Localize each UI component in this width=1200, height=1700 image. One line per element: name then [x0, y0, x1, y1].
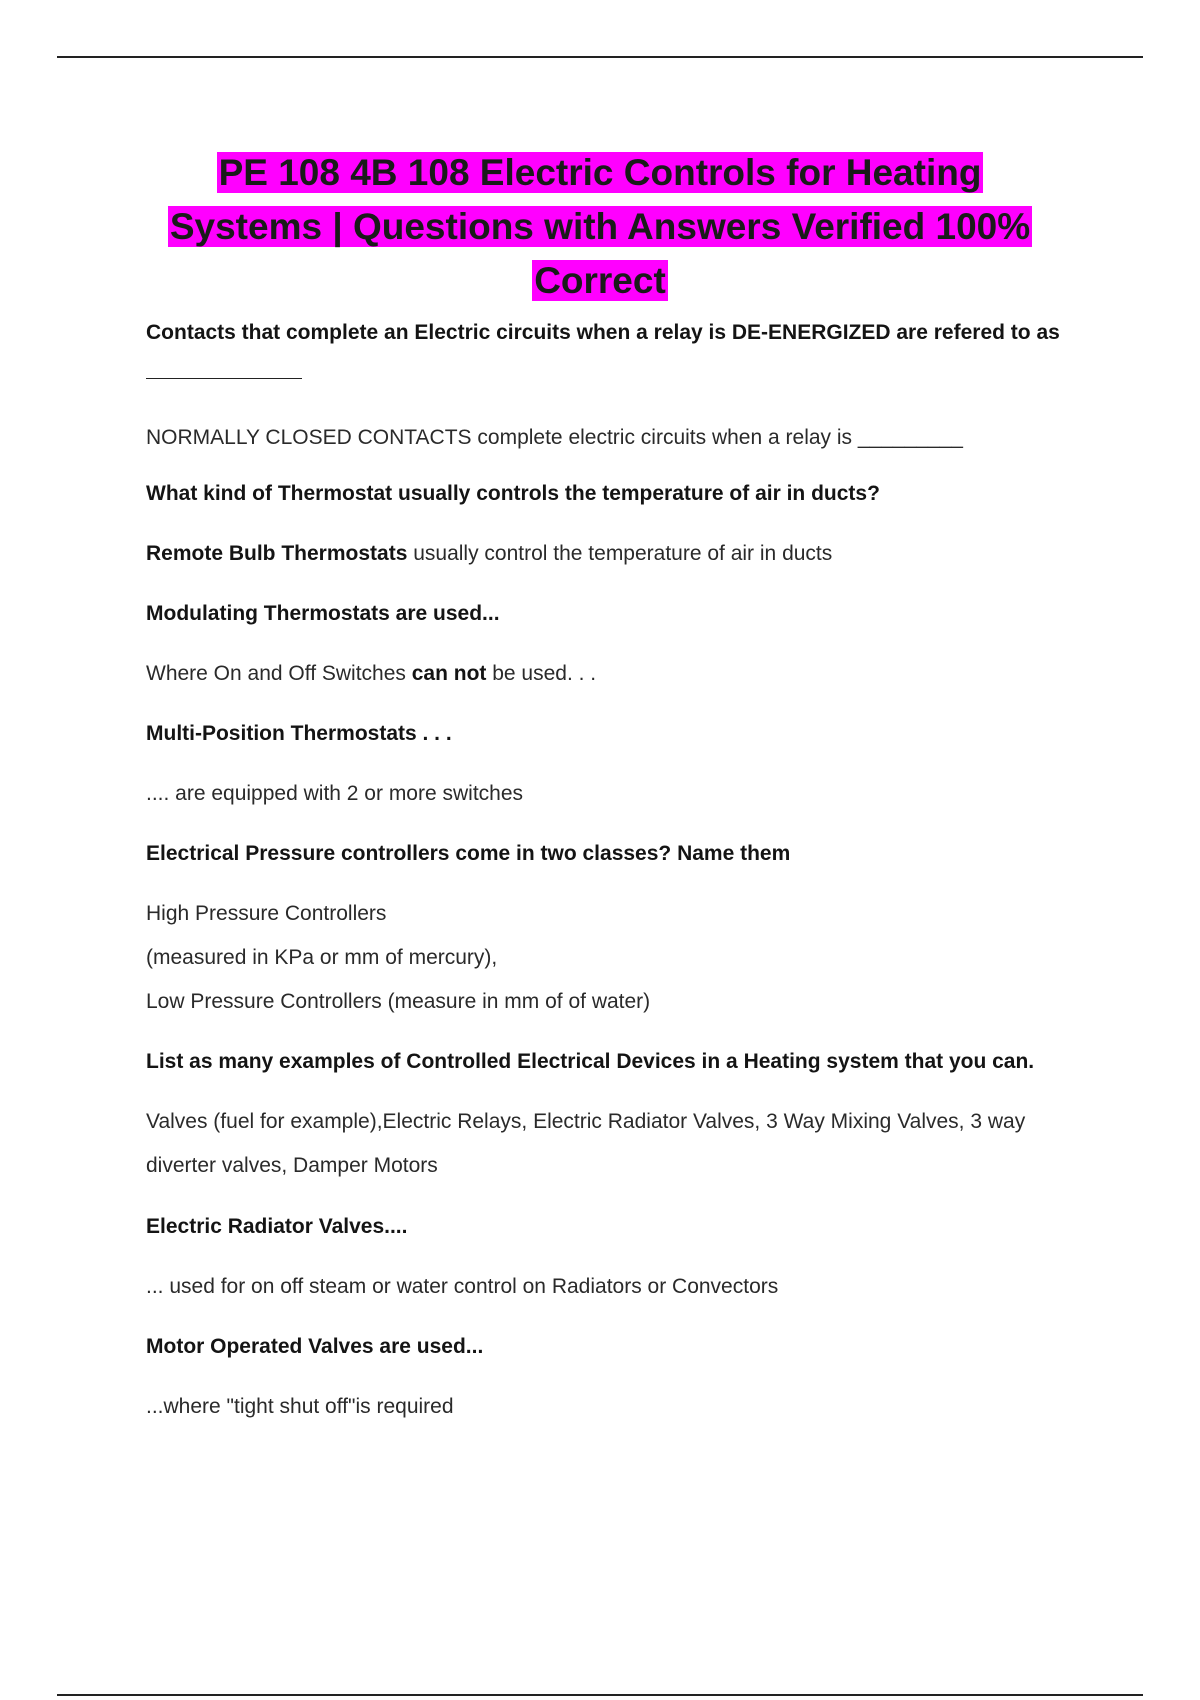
question-2: What kind of Thermostat usually controls the temperature of air in ducts? [146, 482, 880, 505]
answer-3-bold: can not [411, 662, 487, 685]
answer-3-post: be used. . . [486, 662, 597, 685]
answer-2-bold: Remote Bulb Thermostats [146, 542, 408, 565]
answer-1: NORMALLY CLOSED CONTACTS complete electric circuits when a relay is _________ [146, 426, 963, 449]
qa-content [146, 318, 1096, 1452]
question-6: List as many examples of Controlled Electrical Devices in a Heating system that you can. [146, 1050, 1035, 1073]
answer-5-line-2: (measured in KPa or mm of mercury), [146, 946, 498, 969]
page-title [60, 146, 1140, 308]
question-8: Motor Operated Valves are used... [146, 1335, 484, 1358]
page-title-line-3: Correct [534, 260, 666, 301]
question-3: Modulating Thermostats are used... [146, 602, 500, 625]
answer-5-line-3: Low Pressure Controllers (measure in mm of of water) [146, 990, 651, 1013]
answer-3-pre: Where On and Off Switches [146, 662, 412, 685]
answer-2 [146, 539, 1096, 569]
question-5: Electrical Pressure controllers come in two classes? Name them [146, 842, 791, 865]
page-title-line-1: PE 108 4B 108 Electric Controls for Heating [218, 152, 982, 193]
answer-5-line-1: High Pressure Controllers [146, 902, 387, 925]
question-7: Electric Radiator Valves.... [146, 1215, 408, 1238]
bottom-rule [57, 1694, 1143, 1696]
answer-2-rest: usually control the temperature of air in ducts [407, 542, 833, 565]
top-rule [57, 56, 1143, 58]
answer-5 [146, 899, 1096, 1017]
answer-7: ... used for on off steam or water control on Radiators or Convectors [146, 1275, 779, 1298]
page-title-line-2: Systems | Questions with Answers Verified 100% [169, 206, 1031, 247]
answer-6: Valves (fuel for example),Electric Relays, Electric Radiator Valves, 3 Way Mixing Valves, 3 way diverter valves, Damper Motors [146, 1110, 1026, 1177]
question-1: Contacts that complete an Electric circuits when a relay is DE-ENERGIZED are refered to as [146, 321, 1060, 344]
answer-4: .... are equipped with 2 or more switches [146, 782, 524, 805]
answer-3 [146, 659, 1096, 689]
question-4: Multi-Position Thermostats . . . [146, 722, 452, 745]
answer-8: ...where "tight shut off"is required [146, 1395, 454, 1418]
